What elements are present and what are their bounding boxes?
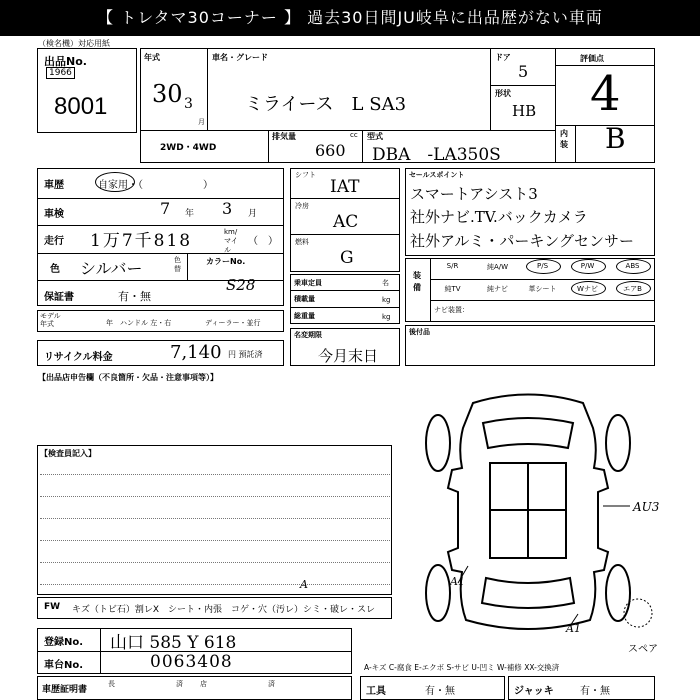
recycle-label: リサイクル料金 [44, 352, 113, 363]
cert-item-1: 長 [108, 680, 115, 688]
mileage-paren: （ ） [248, 236, 278, 247]
equipment-label: 装備 [413, 271, 421, 292]
navi-label: ナビ装置： [434, 306, 469, 314]
capacity-label: 乗車定員 [294, 279, 322, 287]
color-code: S28 [226, 276, 256, 294]
aircon-label: 冷房 [295, 202, 309, 210]
color-label: 色 [50, 264, 60, 275]
lot-number: 8001 [54, 93, 108, 120]
equipment-item: 純A/W [486, 263, 509, 271]
equipment-circle-mark [616, 281, 651, 296]
type-value: DBA -LA350S [372, 145, 501, 165]
shift-value: IAT [330, 177, 360, 197]
month-suffix: 月 [198, 118, 205, 126]
equipment-item: P/S [536, 262, 549, 270]
inspection-year-unit: 年 [185, 209, 195, 219]
banner-title: 【 トレタマ30コーナー 】 過去30日間JU岐阜に出品歴がない車両 [0, 0, 700, 36]
model-year-label: モデル年式 [40, 312, 61, 328]
displacement-unit: cc [350, 131, 358, 139]
recycle-value: 7,140 [170, 342, 222, 363]
gross-label: 総重量 [294, 312, 315, 320]
grade-label: 評価点 [580, 54, 604, 63]
mileage-value: 1万7千818 [90, 231, 193, 251]
mileage-label: 走行 [44, 236, 64, 247]
year-value: 30 [152, 80, 183, 108]
dealer-field: ディーラー・並行 [205, 319, 261, 327]
tools-value: 有・無 [425, 686, 455, 697]
mileage-unit: km/マイル [224, 228, 238, 254]
equipment-item: 純ナビ [487, 285, 508, 293]
shape-label: 形状 [495, 89, 511, 98]
doors-label: ドア [495, 53, 511, 62]
inspector-notes-box [37, 445, 392, 595]
plate-label: 登録No. [44, 637, 84, 648]
color-change-label: 色替 [174, 256, 181, 273]
model-value: ミライース L SA3 [245, 94, 407, 115]
model-year-unit: 年 [106, 319, 113, 327]
equipment-circle-mark [616, 259, 651, 274]
sales-point-line-1: スマートアシスト3 [410, 185, 538, 203]
shift-label: シフト [295, 171, 316, 179]
registration-value: 今月末日 [318, 347, 379, 365]
jack-label: ジャッキ [514, 686, 554, 697]
chassis-value: 0063408 [150, 652, 233, 672]
diagram-mark-side: AU3 [633, 500, 660, 514]
warranty-label: 保証書 [44, 292, 74, 303]
lot-stamp: 1966 [46, 67, 75, 79]
equipment-circle-mark [526, 259, 561, 274]
tools-label: 工具 [366, 686, 386, 697]
history-value: 自家用・（ ） [98, 180, 213, 191]
type-label: 型式 [367, 132, 383, 141]
cert-item-3: 店 [200, 680, 207, 688]
cert-item-2: 済 [176, 680, 183, 688]
history-label: 車歴 [44, 180, 64, 191]
aircon-value: AC [333, 212, 359, 232]
equipment-item: 純TV [444, 285, 461, 293]
defects-label: FW [44, 602, 61, 612]
equipment-item: P/W [580, 262, 595, 270]
equipment-item: 革シート [528, 285, 557, 293]
equipment-circle-mark [571, 259, 606, 274]
load-unit: kg [382, 296, 391, 304]
jack-value: 有・無 [580, 686, 610, 697]
registration-label: 名変期限 [294, 331, 322, 339]
model-label: 車名・グレード [212, 53, 268, 62]
drive-label: 2WD・4WD [160, 143, 217, 153]
equipment-item: Wナビ [577, 285, 598, 293]
interior-label: 内装 [560, 129, 568, 149]
displacement-value: 660 [315, 141, 346, 160]
handle-field: ハンドル 左・右 [120, 319, 172, 327]
cert-label: 車歴証明書 [42, 685, 88, 695]
sales-point-line-3: 社外アルミ・パーキングセンサー [410, 232, 634, 250]
inspection-month: 3 [222, 199, 233, 218]
warranty-value: 有・無 [118, 290, 151, 303]
defects-mark: A [300, 578, 308, 591]
shape-value: HB [512, 102, 537, 120]
interior-value: B [605, 122, 626, 155]
displacement-label: 排気量 [272, 132, 296, 141]
doors-value: 5 [518, 62, 529, 81]
sales-points-label: セールスポイント [409, 171, 465, 179]
diagram-mark-rear: A1 [566, 622, 581, 635]
seller-notes-label: 【出品店申告欄（不良箇所・欠品・注意事項等）】 [38, 373, 218, 382]
cert-item-4: 済 [268, 680, 275, 688]
defects-value: キズ（トビ石）割レX シート・内張 コゲ・穴（汚レ）シミ・破レ・スレ [72, 605, 375, 615]
lot-label: 出品No. [44, 55, 87, 68]
gross-unit: kg [382, 313, 391, 321]
color-code-label: カラーNo. [206, 257, 246, 266]
fuel-value: G [340, 248, 354, 268]
diagram-mark-front: A1 [450, 575, 465, 588]
load-label: 積載量 [294, 295, 315, 303]
equipment-item: ABS [625, 262, 640, 270]
after-parts-box [405, 325, 655, 366]
spare-label: スペア [628, 644, 658, 655]
equipment-item: エアB [623, 285, 642, 293]
grade-value: 4 [590, 66, 621, 122]
lot-number-box [37, 48, 137, 133]
car-diagram [398, 388, 658, 648]
after-parts-label: 後付品 [409, 328, 430, 336]
defect-legend: A-キズ C-腐食 E-エクボ S-サビ U-凹ミ W-補修 XX-交換済 [364, 663, 560, 672]
inspection-month-unit: 月 [248, 209, 258, 219]
sales-point-line-2: 社外ナビ.TV.バックカメラ [410, 208, 588, 226]
inspection-year: 7 [160, 199, 171, 218]
plate-value: 山口 585 Y 618 [110, 633, 237, 653]
chassis-label: 車台No. [44, 660, 84, 671]
equipment-item: S/R [446, 262, 459, 270]
form-type-note: （検名機）対応用紙 [38, 39, 110, 48]
capacity-unit: 名 [382, 279, 389, 287]
year-month: 3 [184, 96, 193, 112]
fuel-label: 燃料 [295, 238, 309, 246]
recycle-unit: 円 預託済 [228, 350, 263, 359]
year-label: 年式 [144, 53, 160, 62]
inspector-notes-label: 【検査員記入】 [40, 449, 96, 458]
equipment-circle-mark [571, 281, 606, 296]
inspection-label: 車検 [44, 209, 64, 220]
color-value: シルバー [80, 259, 143, 278]
